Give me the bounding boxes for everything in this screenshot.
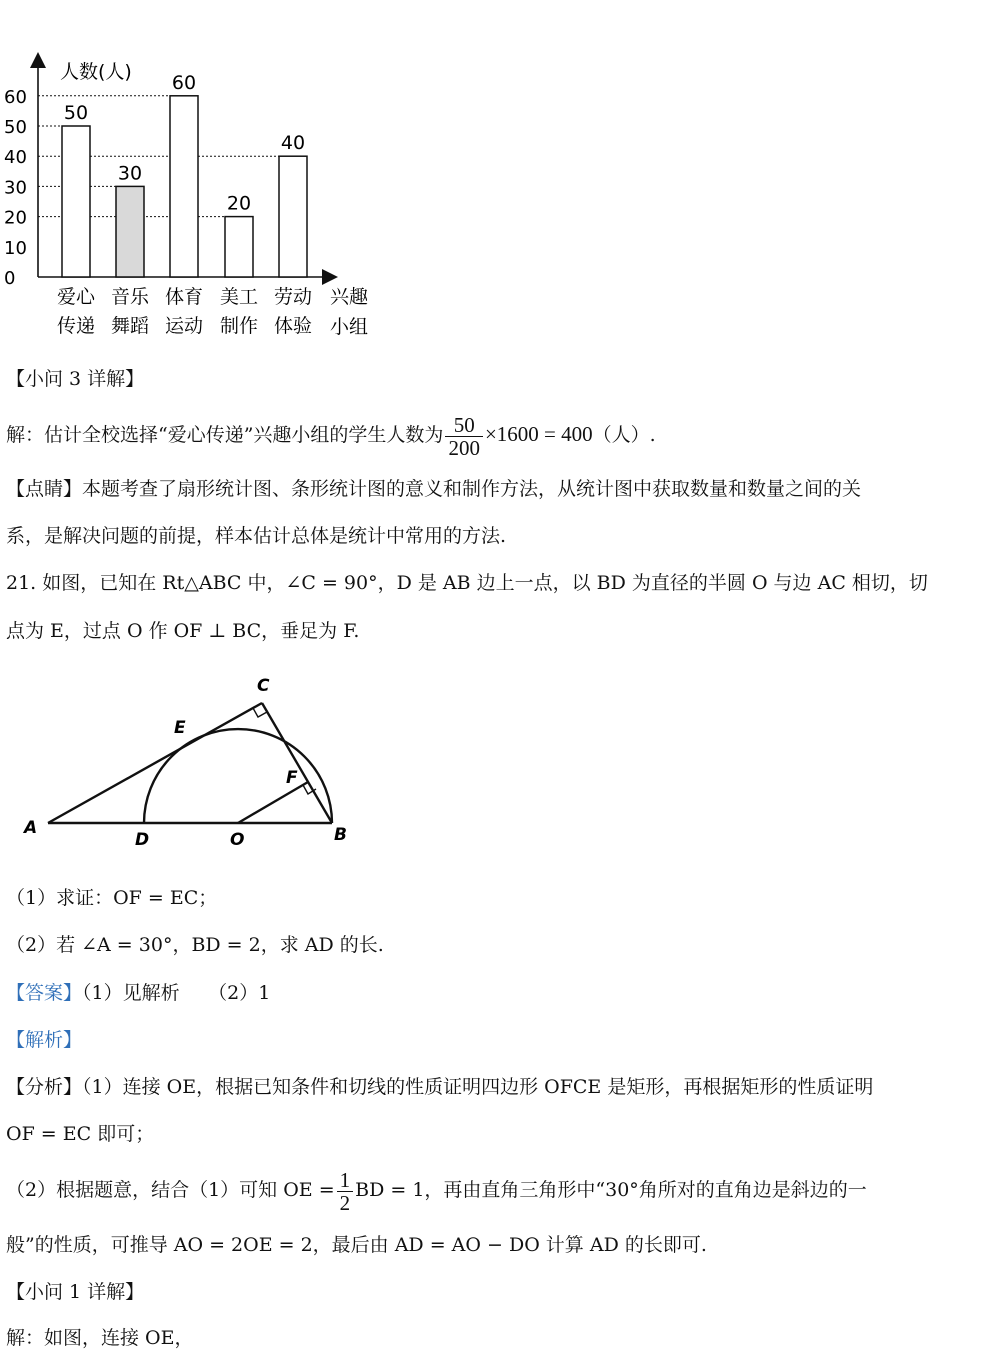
bar bbox=[279, 156, 307, 277]
bar bbox=[116, 186, 144, 277]
bar bbox=[225, 217, 253, 277]
category-label: 舞蹈 bbox=[110, 315, 150, 337]
analysis-line3 bbox=[6, 1164, 867, 1216]
answer-tag: 【答案】 bbox=[6, 982, 83, 1004]
y-tick-label: 30 bbox=[4, 177, 27, 199]
section3-expression: ×1600 = 400 bbox=[484, 422, 593, 446]
geometry-figure bbox=[0, 670, 380, 860]
point-d-label: D bbox=[135, 830, 150, 850]
segment-of bbox=[238, 782, 308, 823]
point-a-label: A bbox=[24, 818, 38, 838]
section3-heading: 【小问 3 详解】 bbox=[6, 368, 145, 390]
fraction-numerator: 50 bbox=[445, 414, 483, 437]
category-label: 体验 bbox=[273, 315, 313, 337]
bar bbox=[170, 96, 198, 277]
dianjing-line2: 系，是解决问题的前提，样本估计总体是统计中常用的方法. bbox=[6, 525, 507, 547]
category-label: 美工 bbox=[219, 286, 259, 308]
section3-unit: （人）. bbox=[592, 424, 656, 446]
y-tick-label: 10 bbox=[4, 237, 27, 259]
problem21-line2: 点为 E，过点 O 作 OF ⊥ BC，垂足为 F. bbox=[6, 620, 360, 642]
y-tick-label: 20 bbox=[4, 207, 27, 229]
section3-solution bbox=[6, 408, 656, 461]
analysis-line3-prefix: （2）根据题意，结合（1）可知 OE = bbox=[6, 1179, 335, 1201]
y-tick-label: 0 bbox=[4, 268, 16, 289]
y-tick-label: 60 bbox=[4, 86, 27, 108]
segment-ac bbox=[48, 703, 262, 823]
bar-value-label: 40 bbox=[280, 132, 306, 155]
category-label: 运动 bbox=[164, 315, 204, 337]
bar-value-label: 30 bbox=[117, 162, 143, 185]
x-axis-label-line2: 小组 bbox=[330, 316, 369, 338]
point-e-label: E bbox=[174, 718, 186, 738]
category-label: 爱心 bbox=[56, 286, 96, 308]
answer-text: （1）见解析 （2）1 bbox=[82, 982, 271, 1004]
point-o-label: O bbox=[230, 830, 245, 850]
point-c-label: C bbox=[257, 676, 270, 696]
category-label: 体育 bbox=[164, 286, 204, 308]
bar-chart bbox=[0, 50, 390, 350]
analysis-line2: OF = EC 即可； bbox=[6, 1123, 155, 1145]
bar-value-label: 60 bbox=[171, 71, 197, 94]
category-label: 劳动 bbox=[273, 286, 313, 308]
analysis-line3-suffix: BD = 1，再由直角三角形中“30°角所对的直角边是斜边的一 bbox=[355, 1179, 867, 1201]
analysis-line4: 般”的性质，可推导 AO = 2OE = 2，最后由 AD = AO − DO 计算 AD 的长即可. bbox=[6, 1234, 707, 1256]
section1-line: 解：如图，连接 OE， bbox=[6, 1327, 194, 1349]
section3-solution-prefix: 解：估计全校选择“爱心传递”兴趣小组的学生人数为 bbox=[6, 424, 444, 446]
category-label: 传递 bbox=[56, 315, 96, 337]
point-b-label: B bbox=[334, 825, 347, 845]
question-2: （2）若 ∠A = 30°，BD = 2，求 AD 的长. bbox=[6, 934, 384, 956]
analysis-line1: 【分析】（1）连接 OE，根据已知条件和切线的性质证明四边形 OFCE 是矩形，再根据矩形的性质证明 bbox=[6, 1076, 874, 1098]
bar bbox=[62, 126, 90, 277]
jiexi-tag: 【解析】 bbox=[6, 1029, 83, 1051]
category-label: 制作 bbox=[219, 315, 259, 337]
y-axis-label: 人数(人) bbox=[60, 61, 132, 83]
analysis-fraction bbox=[337, 1169, 354, 1214]
y-tick-label: 50 bbox=[4, 117, 27, 138]
category-label: 音乐 bbox=[110, 286, 150, 308]
x-axis-label-line1: 兴趣 bbox=[330, 286, 369, 308]
dianjing-line1: 【点睛】本题考查了扇形统计图、条形统计图的意义和制作方法，从统计图中获取数量和数量之间的关 bbox=[6, 478, 862, 500]
y-tick-label: 40 bbox=[4, 147, 27, 169]
bar-value-label: 50 bbox=[63, 102, 89, 124]
section3-fraction bbox=[445, 414, 483, 459]
fraction-denominator: 200 bbox=[448, 435, 480, 460]
fraction-denominator: 2 bbox=[339, 1190, 351, 1215]
problem21-line1: 21. 如图，已知在 Rt△ABC 中，∠C = 90°，D 是 AB 边上一点，以 BD 为直径的半圆 O 与边 AC 相切，切 bbox=[6, 572, 928, 594]
bar-value-label: 20 bbox=[226, 192, 252, 215]
segment-cb bbox=[262, 703, 332, 823]
point-f-label: F bbox=[286, 768, 298, 788]
fraction-numerator: 1 bbox=[337, 1169, 354, 1192]
question-1: （1）求证：OF = EC； bbox=[6, 887, 218, 909]
answer-line bbox=[6, 980, 270, 1006]
section1-heading: 【小问 1 详解】 bbox=[6, 1281, 145, 1303]
